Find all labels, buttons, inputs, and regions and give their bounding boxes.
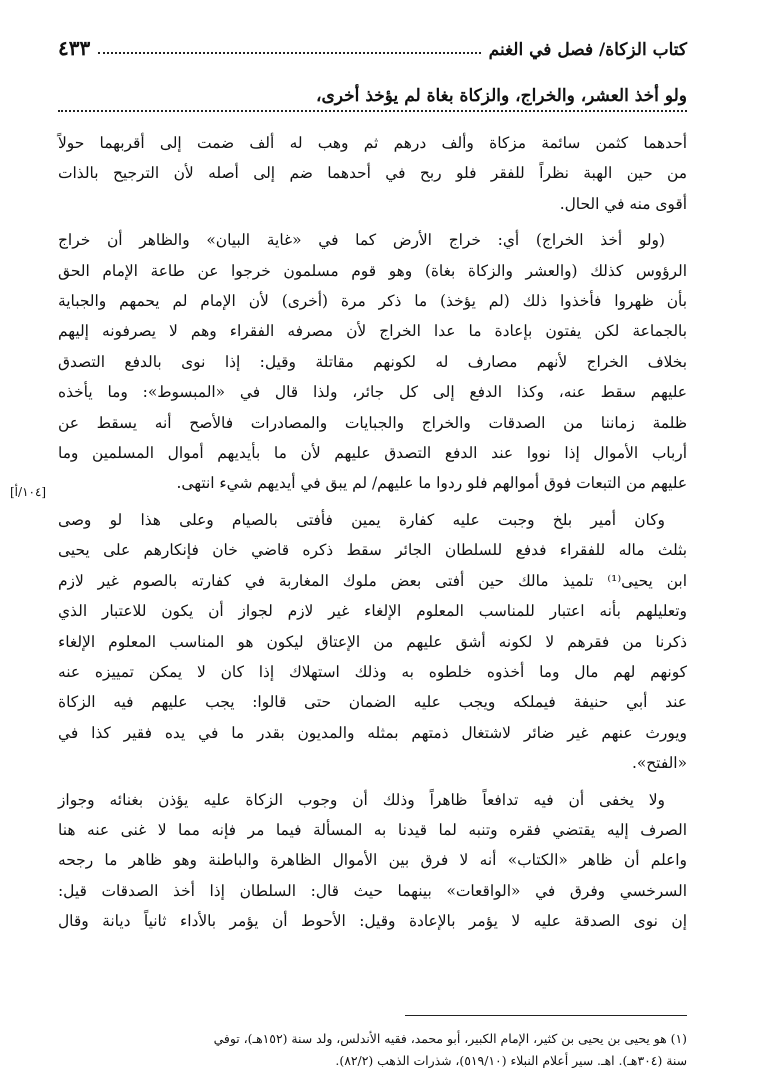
text-line: بالجماعة لكن يفتون بإعادة ما عدا الخراج لأن مصرفه الفقراء وهم لا يصرفونه إليهم (58, 322, 687, 341)
text-line: «الفتح». (631, 754, 687, 773)
text-line: السرخسي وفرق في «الواقعات» بينهما حيث قال: السلطان إذا أخذ الصدقات قيل: (58, 881, 687, 900)
marginal-folio-reference: [١٠٤/أ] (10, 485, 47, 499)
paragraph (58, 505, 687, 779)
paragraph (58, 785, 687, 937)
text-line: عند أبي حنيفة فيملكه ويجب عليه الضمان حتى قالوا: يجب عليهم فيه الزكاة (58, 693, 687, 712)
text-line: من حين الهبة نظراً للفقر فلو ربح في أحدهما ضم إلى أصله لأن الترجيح بالذات (58, 164, 687, 183)
text-line: ابن يحيى⁽¹⁾ تلميذ مالك حين أفتى بعض ملوك المغاربة في كفارته بالصوم غير لازم (58, 571, 687, 590)
text-line: كونهم لهم مال وما أخذوه خلطوه به وذلك استهلاك إذا كان لا يمكن تمييزه عنه (58, 662, 687, 681)
text-line: أقوى منه في الحال. (559, 194, 687, 213)
matn-dotted-rule (58, 110, 687, 112)
text-line: عليهم من التبعات فوق أموالهم فلو ردوا ما عليهم/ لم يبق في أيديهم شيء انتهى. (176, 474, 687, 493)
text-line: بخلاف الخراج لأنهم مصارف له لكونهم مقاتلة وقيل: إذا نوى بالدفع التصدق (58, 352, 687, 371)
paragraph (58, 128, 687, 219)
text-line: ظلمة زماننا من الصدقات والخراج والجبايات والمصادرات فالأصح أنه يسقط عن (58, 413, 687, 432)
page-header (58, 34, 687, 60)
text-line: بأن ظهروا فأخذوا ذلك (لم يؤخذ) ما ذكر مرة (أخرى) لأن الإمام لم يحمهم والجباية (58, 292, 687, 311)
footnote-line: سنة (٣٠٤هـ). اهـ. سير أعلام النبلاء (٥١٩/١٠)، شذرات الذهب (٨٢/٢). (335, 1053, 687, 1068)
text-line: (ولو أخذ الخراج) أي: خراج الأرض كما في «غاية البيان» والظاهر أن خراج (58, 231, 665, 250)
footnote-separator (405, 1015, 687, 1016)
paragraph (58, 225, 687, 499)
text-line: أرباب الأموال إذا نووا عند الدفع التصدق عليهم لأن ما بأيديهم أموال المسلمين وما (58, 444, 687, 463)
text-line: الرؤوس كذلك (والعشر والزكاة بغاة) وهو قوم مسلمون خرجوا عن طاعة الإمام الحق (58, 261, 687, 280)
text-line: ويورث عنهم غير ضائر لاشتغال ذمتهم بمثله والمديون بقدر ما في يده فقير كذا في (58, 723, 687, 742)
text-line: عليهم سقط عنه، وكذا الدفع إلى كل جائر، ولذا قال في «المبسوط»: وما يأخذه (58, 383, 687, 402)
header-dotted-leader (98, 52, 480, 54)
matn-text: ولو أخذ العشر، والخراج، والزكاة بغاة لم يؤخذ أخرى، (316, 86, 687, 106)
text-line: ذكرنا من فقرهم لا لكونه أشق عليهم من الإعتاق ليكون هو المناسب المعلوم الإلغاء (58, 632, 687, 651)
page-number: ٤٣٣ (58, 36, 91, 60)
running-title: كتاب الزكاة/ فصل في الغنم (488, 40, 687, 60)
text-line: واعلم أن ظاهر «الكتاب» أنه لا فرق بين الأموال الظاهرة والباطنة وهو ظاهر ما رجحه (58, 851, 687, 870)
text-line: أحدهما كثمن سائمة مزكاة وألف درهم ثم وهب له ألف ضمت إلى أقربهما حولاً (58, 134, 687, 152)
text-line: ولا يخفى أن فيه تدافعاً ظاهراً وذلك أن وجوب الزكاة عليه يؤذن بغنائه وجواز (58, 790, 665, 809)
text-line: الصرف إليه يقتضي فقره وتنبه لما قيدنا به المسألة فيما مر فإنه مما لا غنى عنه هنا (58, 820, 687, 839)
text-line: إن نوى الصدقة عليه لا يؤمر بالإعادة وقيل: الأحوط أن يؤمر بالأداء ثانياً ديانة وقال (58, 912, 687, 931)
text-line: وتعليلهم بأنه اعتبار للمناسب المعلوم الإلغاء غير لازم لجواز أن يكون للاعتبار الذي (58, 602, 687, 621)
text-line: وكان أمير بلخ وجبت عليه كفارة يمين فأفتى بالصيام وعلى هذا لو وصى (58, 510, 665, 529)
footnote (58, 1028, 687, 1072)
footnote-line: (١) هو يحيى بن يحيى بن كثير، الإمام الكبير، أبو محمد، فقيه الأندلس، ولد سنة (١٥٢هـ)، توفي (213, 1031, 687, 1046)
commentary-body (58, 128, 687, 943)
text-line: بثلث ماله للفقراء فدفع للسلطان الجائر سقط ذكره قاضي خان فإنكارهم على يحيى (58, 541, 687, 560)
